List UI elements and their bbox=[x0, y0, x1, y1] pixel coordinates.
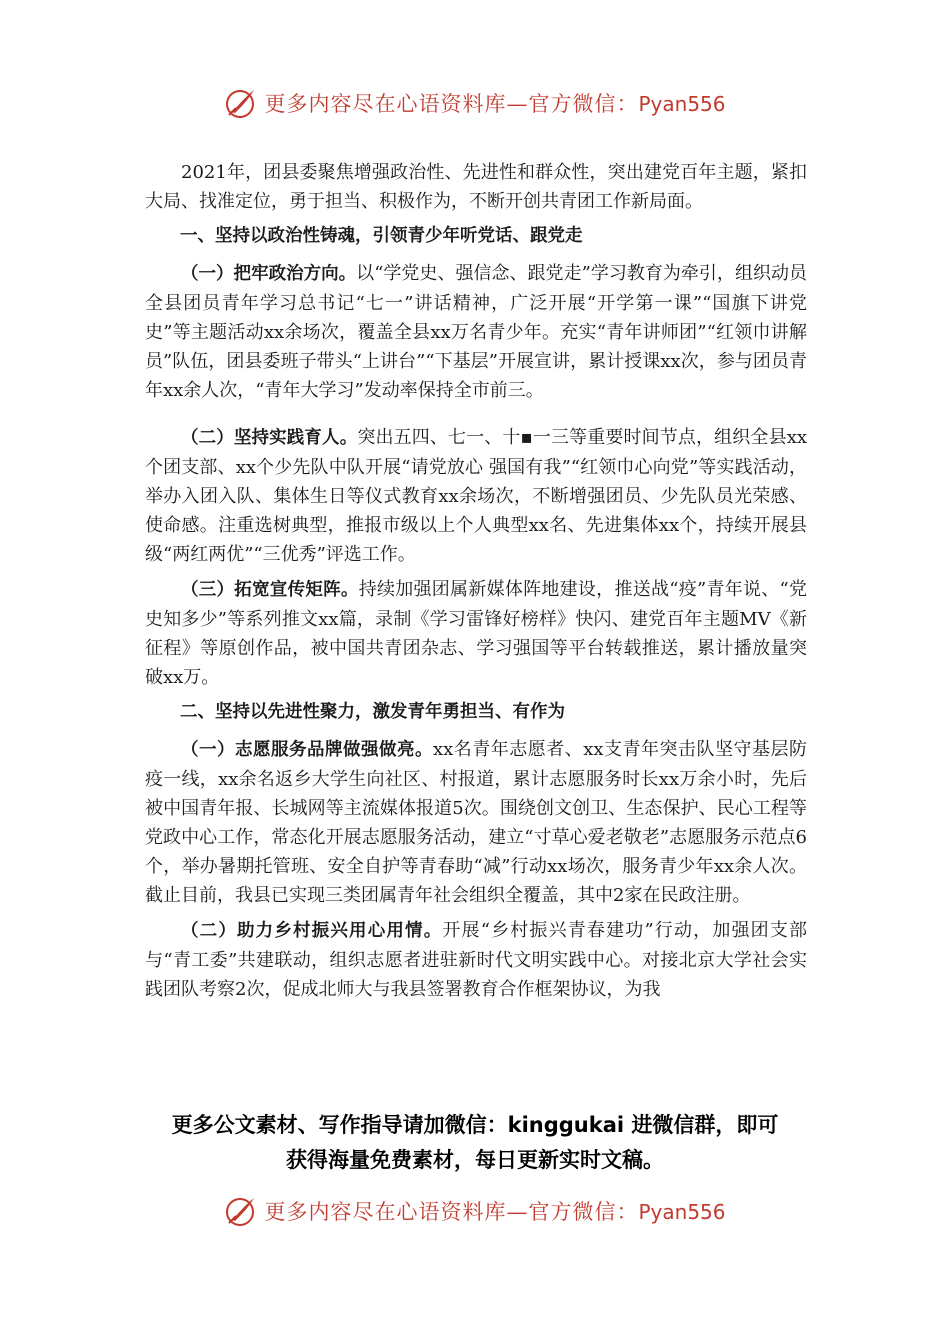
footer-watermark-banner bbox=[0, 1191, 950, 1231]
quill-pen-logo-icon bbox=[224, 86, 258, 120]
paragraph-lead: （二）助力乡村振兴用心用情。 bbox=[181, 921, 443, 941]
banner-text: 更多内容尽在心语资料库—官方微信：Pyan556 bbox=[264, 1200, 726, 1224]
intro-paragraph: 2021年，团县委聚焦增强政治性、先进性和群众性，突出建党百年主题，紧扣大局、找准定位，勇于担当、积极作为，不断开创共青团工作新局面。 bbox=[145, 162, 807, 212]
section-1-paragraph-3: （三）拓宽宣传矩阵。持续加强团属新媒体阵地建设，推送战“疫”青年说、“党史知多少”等系列推文xx篇，录制《学习雷锋好榜样》快闪、建党百年主题MV《新征程》等原创作品，被中国共青团杂志、学习强国等平台转载推送，累计播放量突破xx万。 bbox=[145, 579, 807, 688]
section-1-paragraph-2: （二）坚持实践育人。突出五四、七一、十▪一三等重要时间节点，组织全县xx个团支部、xx个少先队中队开展“请党放心 强国有我”“红领巾心向党”等实践活动，举办入团入队、集体生日等仪式教育xx余场次，不断增强团员、少先队员光荣感、使命感。注重选树典型，推报市级以上个人典型xx名、先进集体xx个，持续开展县级“两红两优”“三优秀”评选工作。 bbox=[145, 427, 808, 565]
promo-notice bbox=[130, 1108, 820, 1178]
banner-text: 更多内容尽在心语资料库—官方微信：Pyan556 bbox=[264, 92, 726, 116]
document-body bbox=[145, 158, 807, 1010]
wechat-id: Pyan556 bbox=[638, 92, 726, 116]
section-1-heading: 一、坚持以政治性铸魂，引领青少年听党话、跟党走 bbox=[180, 226, 583, 246]
section-1-paragraph-1: （一）把牢政治方向。以“学党史、强信念、跟党走”学习教育为牵引，组织动员全县团员青年学习总书记“七一”讲话精神，广泛开展“开学第一课”“国旗下讲党史”等主题活动xx余场次，覆盖全县xx万名青少年。充实“青年讲师团”“红领巾讲解员”队伍，团县委班子带头“上讲台”“下基层”开展宣讲，累计授课xx次，参与团员青年xx余人次，“青年大学习”发动率保持全市前三。 bbox=[145, 263, 807, 401]
wechat-id: Pyan556 bbox=[638, 1200, 726, 1224]
paragraph-lead: （三）拓宽宣传矩阵。 bbox=[181, 580, 359, 600]
paragraph-lead: （一）把牢政治方向。 bbox=[181, 264, 357, 284]
paragraph-lead: （一）志愿服务品牌做强做亮。 bbox=[181, 740, 433, 760]
paragraph-lead: （二）坚持实践育人。 bbox=[181, 428, 358, 448]
promo-line-2: 获得海量免费素材，每日更新实时文稿。 bbox=[286, 1148, 664, 1172]
header-watermark-banner bbox=[0, 83, 950, 123]
promo-line-1: 更多公文素材、写作指导请加微信：kinggukai 进微信群，即可 bbox=[171, 1113, 779, 1137]
section-2-paragraph-2: （二）助力乡村振兴用心用情。开展“乡村振兴青春建功”行动，加强团支部与“青工委”共建联动，组织志愿者进驻新时代文明实践中心。对接北京大学社会实践团队考察2次，促成北师大与我县签署教育合作框架协议，为我 bbox=[145, 920, 807, 1000]
section-2-paragraph-1: （一）志愿服务品牌做强做亮。xx名青年志愿者、xx支青年突击队坚守基层防疫一线，xx余名返乡大学生向社区、村报道，累计志愿服务时长xx万余小时，先后被中国青年报、长城网等主流媒体报道5次。围绕创文创卫、生态保护、民心工程等党政中心工作，常态化开展志愿服务活动，建立“寸草心爱老敬老”志愿服务示范点6个，举办暑期托管班、安全自护等青春助“减”行动xx场次，服务青少年xx余人次。截止目前，我县已实现三类团属青年社会组织全覆盖，其中2家在民政注册。 bbox=[145, 739, 807, 906]
section-2-heading: 二、坚持以先进性聚力，激发青年勇担当、有作为 bbox=[180, 702, 565, 722]
quill-pen-logo-icon bbox=[224, 1194, 258, 1228]
